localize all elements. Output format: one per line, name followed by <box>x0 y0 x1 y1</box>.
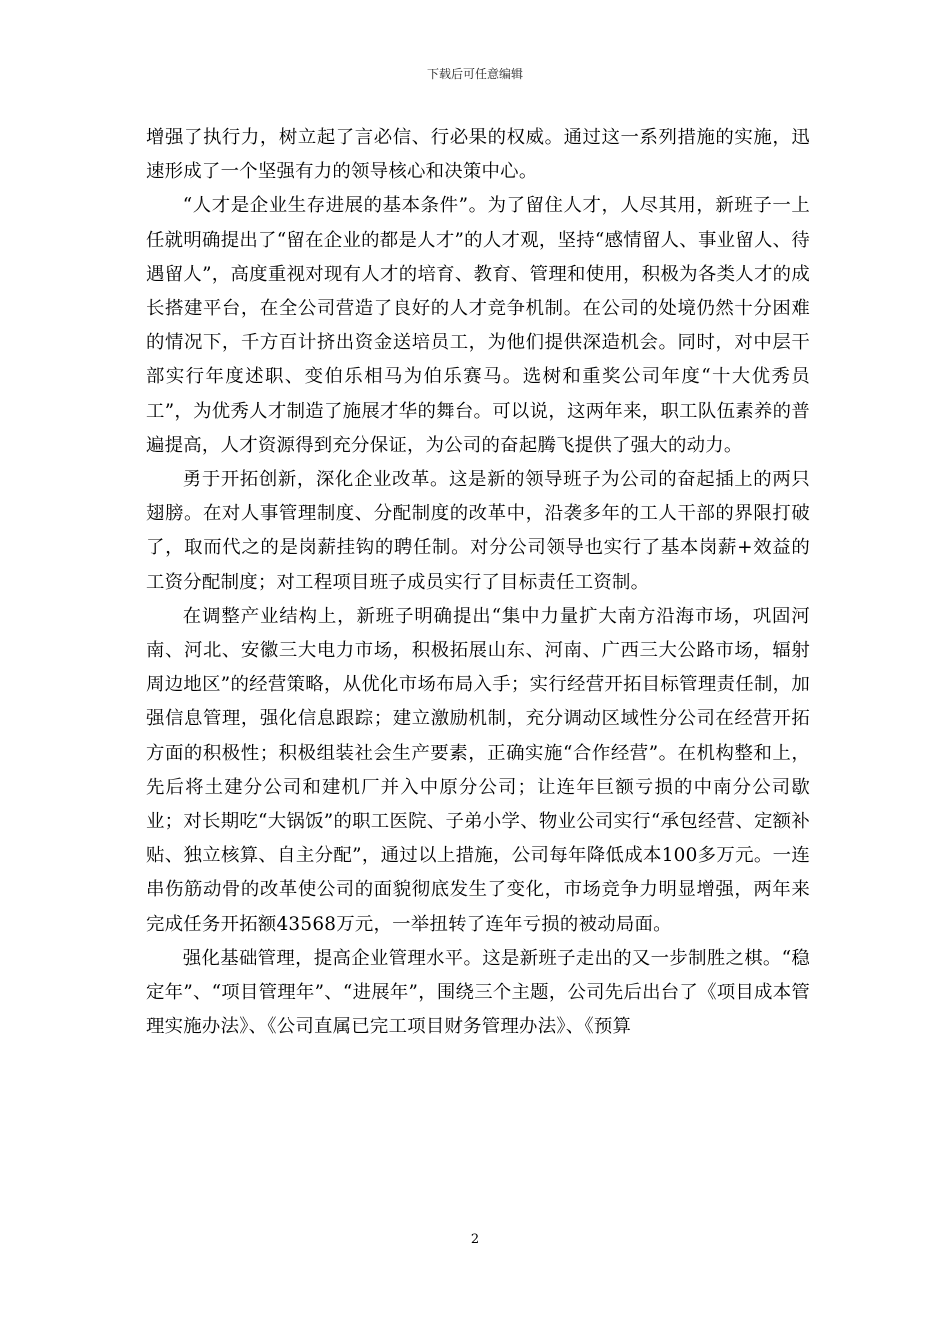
paragraph-3: 勇于开拓创新，深化企业改革。这是新的领导班子为公司的奋起插上的两只翅膀。在对人事管理制度、分配制度的改革中，沿袭多年的工人干部的界限打破了，取而代之的是岗薪挂钩的聘任制。对分公司领导也实行了基本岗薪+效益的工资分配制度；对工程项目班子成员实行了目标责任工资制。 <box>146 469 810 593</box>
page-number: 2 <box>470 1232 480 1247</box>
document-body <box>146 121 810 1044</box>
paragraph-4: 在调整产业结构上，新班子明确提出“集中力量扩大南方沿海市场，巩固河南、河北、安徽三大电力市场，积极拓展山东、河南、广西三大公路市场，辐射周边地区”的经营策略，从优化市场布局入手；实行经营开拓目标管理责任制，加强信息管理，强化信息跟踪；建立激励机制，充分调动区域性分公司在经营开拓方面的积极性；积极组装社会生产要素，正确实施“合作经营”。在机构整和上，先后将土建分公司和建机厂并入中原分公司；让连年巨额亏损的中南分公司歇业；对长期吃“大锅饭”的职工医院、子弟小学、物业公司实行“承包经营、定额补贴、独立核算、自主分配”，通过以上措施，公司每年降低成本100多万元。一连串伤筋动骨的改革使公司的面貌彻底发生了变化，市场竞争力明显增强，两年来完成任务开拓额43568万元，一举扭转了连年亏损的被动局面。 <box>146 605 810 935</box>
paragraph-2: “人才是企业生存进展的基本条件”。为了留住人才，人尽其用，新班子一上任就明确提出了“留在企业的都是人才”的人才观，坚持“感情留人、事业留人、待遇留人”，高度重视对现有人才的培育、教育、管理和使用，积极为各类人才的成长搭建平台，在全公司营造了良好的人才竞争机制。在公司的处境仍然十分困难的情况下，千方百计挤出资金送培员工，为他们提供深造机会。同时，对中层干部实行年度述职、变伯乐相马为伯乐赛马。选树和重奖公司年度“十大优秀员工”，为优秀人才制造了施展才华的舞台。可以说，这两年来，职工队伍素养的普遍提高，人才资源得到充分保证，为公司的奋起腾飞提供了强大的动力。 <box>146 195 810 456</box>
paragraph-5: 强化基础管理，提高企业管理水平。这是新班子走出的又一步制胜之棋。“稳定年”、“项目管理年”、“进展年”，围绕三个主题，公司先后出台了《项目成本管理实施办法》、《公司直属已完工项目财务管理办法》、《预算 <box>146 947 810 1038</box>
page-header: 下载后可任意编辑 <box>426 67 523 81</box>
paragraph-1: 增强了执行力，树立起了言必信、行必果的权威。通过这一系列措施的实施，迅速形成了一个坚强有力的领导核心和决策中心。 <box>146 127 810 183</box>
